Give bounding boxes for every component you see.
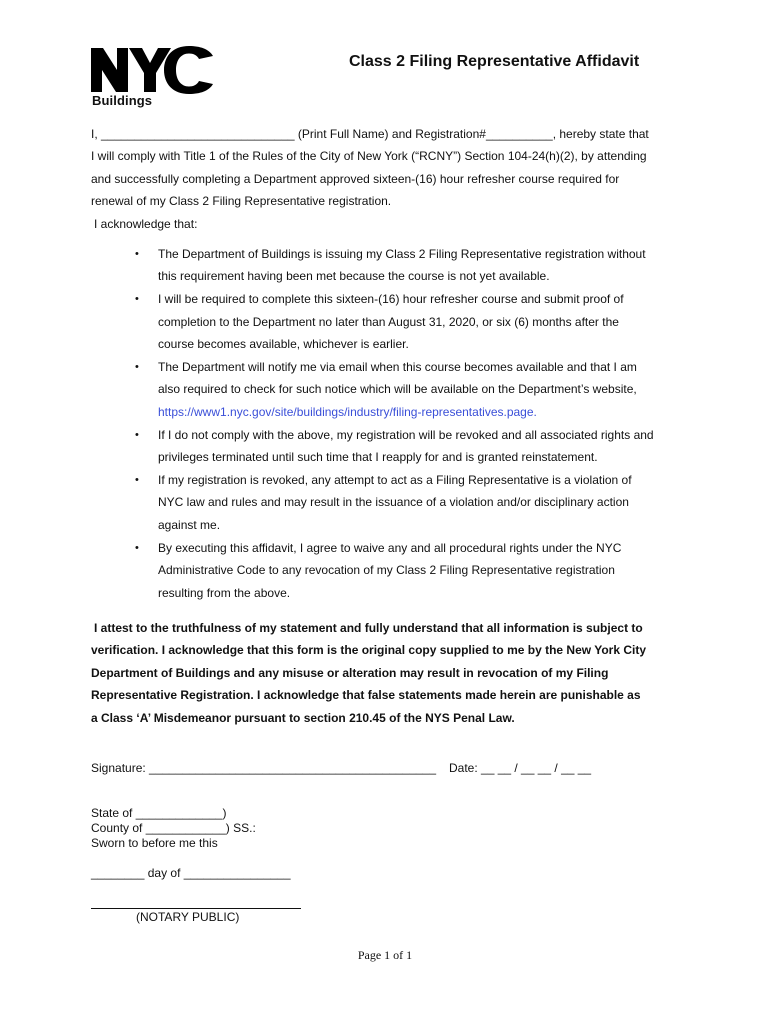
list-item [135, 356, 695, 423]
list-item-line: NYC law and rules and may result in the issuance of a violation and/or disciplinary action [158, 495, 629, 510]
list-item [135, 243, 695, 288]
logo-subtitle: Buildings [92, 93, 153, 108]
list-item-line: The Department of Buildings is issuing my Class 2 Filing Representative registration without [158, 247, 646, 261]
list-item-line: The Department will notify me via email when this course becomes available and that I am [158, 360, 637, 375]
attestation-line: a Class ‘A’ Misdemeanor pursuant to section 210.45 of the NYS Penal Law. [91, 710, 515, 725]
bullet-icon: • [135, 428, 139, 441]
intro-line: and successfully completing a Department approved sixteen-(16) hour refresher course required for [91, 171, 620, 186]
list-item-line: also required to check for such notice which will be available on the Department’s website, [158, 382, 637, 397]
bullet-icon: • [135, 541, 139, 554]
acknowledge-heading: I acknowledge that: [94, 216, 198, 231]
list-item-line: resulting from the above. [158, 585, 291, 600]
list-item [135, 288, 695, 355]
intro-statement [91, 123, 691, 235]
document-title: Class 2 Filing Representative Affidavit [349, 53, 640, 70]
intro-line: I will comply with Title 1 of the Rules of the City of New York (“RCNY”) Section 104-24(h)(2), by attending [91, 149, 647, 164]
date-field[interactable]: Date: __ __ / __ __ / __ __ [449, 761, 592, 775]
list-item-line: this requirement having been met because the course is not yet available. [158, 269, 550, 284]
nyc-logo [91, 46, 215, 94]
nyc-logo-icon [91, 46, 215, 94]
list-item [135, 424, 695, 469]
intro-line: I, _____________________________ (Print Full Name) and Registration#__________, hereby state that [91, 127, 649, 141]
list-item-line: Administrative Code to any revocation of my Class 2 Filing Representative registration [158, 563, 615, 578]
list-item-line: By executing this affidavit, I agree to waive any and all procedural rights under the NYC [158, 540, 622, 555]
bullet-icon: • [135, 474, 139, 487]
list-item-line: completion to the Department no later than August 31, 2020, or six (6) months after the [158, 314, 619, 329]
notary-signature-line[interactable] [91, 908, 301, 909]
list-item-line: I will be required to complete this sixteen-(16) hour refresher course and submit proof of [158, 292, 624, 307]
list-item-line: If I do not comply with the above, my registration will be revoked and all associated rights and [158, 427, 654, 442]
acknowledgement-list [135, 243, 695, 605]
day-of-field[interactable]: ________ day of ________________ [91, 866, 291, 880]
list-item-line: course becomes available, whichever is earlier. [158, 337, 409, 352]
signature-row [91, 761, 592, 775]
attestation-line: I attest to the truthfulness of my statement and fully understand that all information is subject to [94, 621, 643, 635]
attestation-line: Department of Buildings and any misuse or alteration may result in revocation of my Filing [91, 665, 609, 680]
bullet-icon: • [135, 361, 139, 374]
attestation-paragraph [91, 617, 691, 729]
attestation-line: Representative Registration. I acknowledge that false statements made herein are punishable as [91, 688, 641, 703]
list-item [135, 537, 695, 604]
sworn-text: Sworn to before me this [91, 836, 218, 850]
signature-field[interactable]: Signature: ___________________________________________ [91, 761, 437, 775]
bullet-icon: • [135, 293, 139, 306]
list-item-line: privileges terminated until such time that I reapply for and is granted reinstatement. [158, 450, 598, 465]
list-item [135, 469, 695, 536]
intro-line: renewal of my Class 2 Filing Representative registration. [91, 194, 392, 209]
notary-public-label: (NOTARY PUBLIC) [136, 910, 240, 924]
page-number: Page 1 of 1 [357, 948, 413, 962]
state-field[interactable]: State of _____________) [91, 806, 227, 820]
list-item-line: against me. [158, 517, 221, 532]
list-item-line: If my registration is revoked, any attempt to act as a Filing Representative is a violation of [158, 473, 632, 488]
county-field[interactable]: County of ____________) SS.: [91, 821, 256, 835]
notary-block [91, 806, 256, 851]
attestation-line: verification. I acknowledge that this form is the original copy supplied to me by the New York City [91, 643, 646, 658]
bullet-icon: • [135, 248, 139, 260]
website-link[interactable]: https://www1.nyc.gov/site/buildings/industry/filing-representatives.page. [158, 404, 537, 419]
